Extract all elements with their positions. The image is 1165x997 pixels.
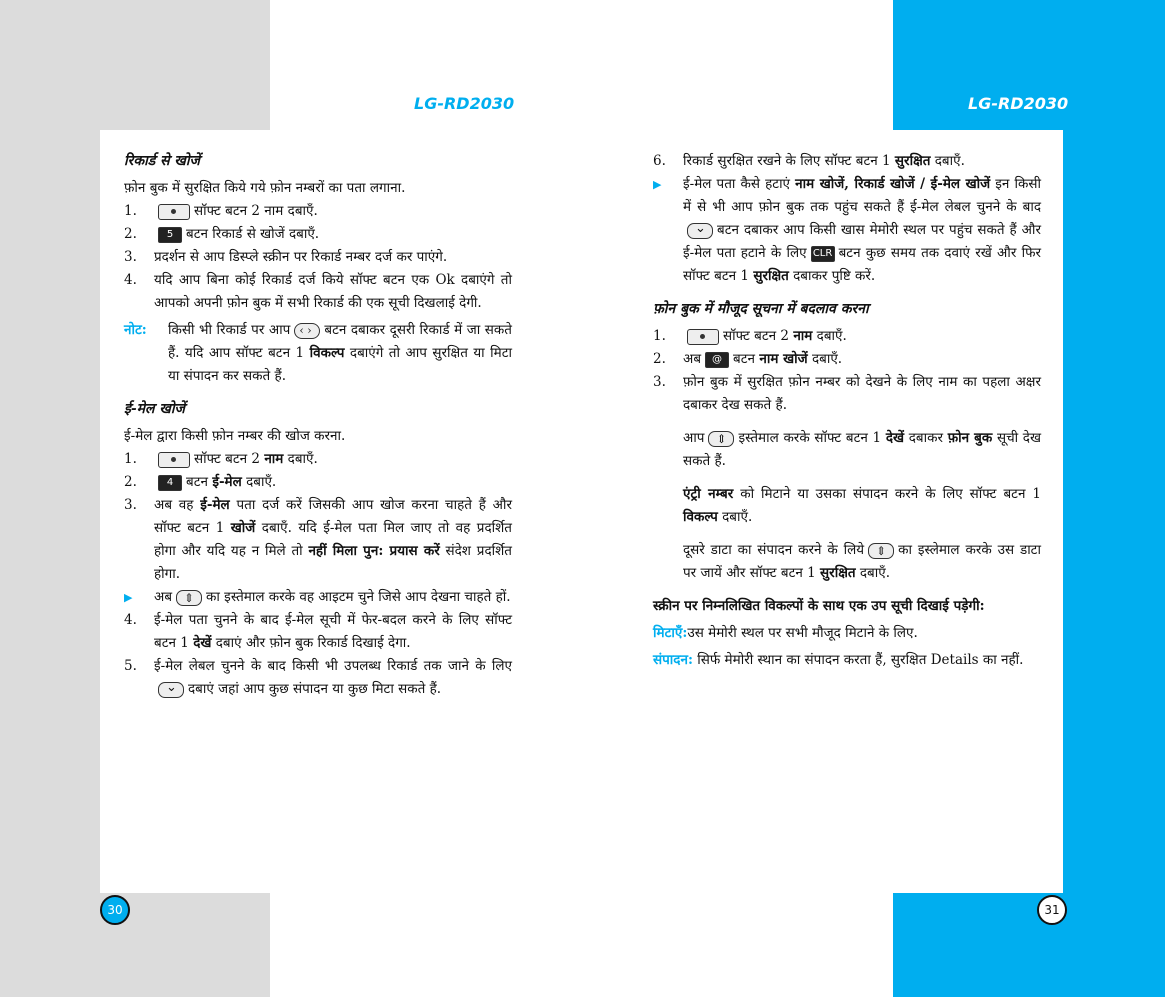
list-item: 4. ई-मेल पता चुनने के बाद ई-मेल सूची में फेर-बदल करने के लिए सॉफ्ट बटन 1 देखें दबाएं और फ़ोन बुक रिकार्ड दिखाई देगा. bbox=[124, 612, 512, 651]
nav-down-icon bbox=[158, 682, 184, 698]
list-item: 2. 4 बटन ई-मेल दबाएँ. bbox=[124, 474, 277, 490]
section-intro: ई-मेल द्वारा किसी फ़ोन नम्बर की खोज करना. bbox=[124, 428, 346, 444]
section-intro: फ़ोन बुक में सुरक्षित किये गये फ़ोन नम्बरों का पता लगाना. bbox=[124, 180, 406, 196]
submenu-heading: स्क्रीन पर निम्नलिखित विकल्पों के साथ एक उप सूची दिखाई पड़ेगी: bbox=[653, 598, 985, 614]
left-page-content bbox=[124, 150, 512, 701]
continued-steps bbox=[653, 150, 1041, 288]
left-gray-band bbox=[0, 0, 270, 130]
list-item: ▶ ई-मेल पता कैसे हटाएं नाम खोजें, रिकार्ड खोजें / ई-मेल खोजें इन किसी में से भी आप फ़ोन बुक तक पहुंच सकते हैं ई-मेल लेबल चुनने के बाद⌄बटन दबाकर आप किसी खास मेमोरी स्थल पर पहुंच सकते हैं और ई-मेल पता हटाने के लिए CLR बटन कुछ समय तक दवाएं रखें और फिर सॉफ्ट बटन 1 सुरक्षित दबाकर पुष्टि करें. bbox=[653, 173, 1041, 288]
option-delete: मिटाएँ:उस मेमोरी स्थल पर सभी मौजूद मिटाने के लिए. bbox=[653, 625, 918, 641]
list-item: 4. यदि आप बिना कोई रिकार्ड दर्ज किये सॉफ्ट बटन एक Ok दबाएंगे तो आपको अपनी फ़ोन बुक में सभी रिकार्ड की एक सूची दिखलाई देगी. bbox=[124, 272, 512, 311]
nav-down-icon bbox=[687, 223, 713, 239]
soft-key-icon bbox=[687, 329, 719, 345]
nav-left-right-icon bbox=[294, 323, 320, 339]
note-block: नोट: किसी भी रिकार्ड पर आप‹ › बटन दबाकर दूसरी रिकार्ड में जा सकते हैं. यदि आप सॉफ्ट बटन 1 विकल्प दबाएंगे तो आप सुरक्षित या मिटा या संपादन कर सकते हैं. bbox=[124, 319, 512, 388]
list-item: 3. प्रदर्शन से आप डिस्प्ले स्क्रीन पर रिकार्ड नम्बर दर्ज कर पाएंगे. bbox=[124, 249, 448, 265]
right-page-content bbox=[653, 150, 1041, 672]
record-search-steps bbox=[124, 200, 512, 315]
section-title-email-search: ई-मेल खोजें bbox=[124, 401, 185, 417]
paragraph-edit-data: दूसरे डाटा का संपादन करने के लिये⇕ का इस्लेमाल करके उस डाटा पर जायें और सॉफ्ट बटन 1 सुरक्षित दबाएँ. bbox=[653, 539, 1041, 585]
nav-up-down-icon bbox=[176, 590, 202, 606]
page-number-left: 30 bbox=[100, 895, 130, 925]
list-item: 3. फ़ोन बुक में सुरक्षित फ़ोन नम्बर को देखने के लिए नाम का पहला अक्षर दबाकर देख सकते हैं. bbox=[653, 374, 1041, 413]
list-item: 1. सॉफ्ट बटन 2 नाम दबाएँ. bbox=[124, 451, 318, 467]
soft-key-icon bbox=[158, 204, 190, 220]
email-search-steps bbox=[124, 448, 512, 701]
paragraph-view-phonebook: आप⇕ इस्तेमाल करके सॉफ्ट बटन 1 देखें दबाकर फ़ोन बुक सूची देख सकते हैं. bbox=[653, 427, 1041, 473]
option-edit: संपादन: सिर्फ मेमोरी स्थान का संपादन करता हैं, सुरक्षित Details का नहीं. bbox=[653, 652, 1024, 668]
key-4-icon: 4 bbox=[158, 475, 182, 491]
bullet-triangle-icon: ▶ bbox=[653, 178, 662, 191]
model-header-left: LG-RD2030 bbox=[414, 94, 515, 113]
key-at-icon: @ bbox=[705, 352, 729, 368]
nav-up-down-icon bbox=[708, 431, 734, 447]
key-5-icon: 5 bbox=[158, 227, 182, 243]
right-blue-margin bbox=[1063, 130, 1165, 997]
list-item: 5. ई-मेल लेबल चुनने के बाद किसी भी उपलब्ध रिकार्ड तक जाने के लिए⌄दबाएं जहां आप कुछ संपादन या कुछ मिटा सकते हैं. bbox=[124, 655, 512, 701]
nav-up-down-icon bbox=[868, 543, 894, 559]
list-item: 1. सॉफ्ट बटन 2 नाम दबाएँ. bbox=[653, 328, 847, 344]
left-gray-margin bbox=[0, 130, 100, 997]
page-number-right: 31 bbox=[1037, 895, 1067, 925]
note-label: नोट: bbox=[124, 322, 147, 338]
section-title-record-search: रिकार्ड से खोजें bbox=[124, 153, 200, 169]
section-title-edit-info: फ़ोन बुक में मौजूद सूचना में बदलाव करना bbox=[653, 301, 869, 317]
list-item: ▶ अब⇕ का इस्तेमाल करके वह आइटम चुने जिसे आप देखना चाहते हों. bbox=[124, 586, 512, 609]
list-item: 2. 5 बटन रिकार्ड से खोजें दबाएँ. bbox=[124, 226, 320, 242]
clr-key-icon: CLR bbox=[811, 246, 835, 262]
bullet-triangle-icon: ▶ bbox=[124, 591, 133, 604]
list-item: 6. रिकार्ड सुरक्षित रखने के लिए सॉफ्ट बटन 1 सुरक्षित दबाएँ. bbox=[653, 153, 965, 169]
list-item: 2. अब @ बटन नाम खोजें दबाएँ. bbox=[653, 351, 843, 367]
model-header-right: LG-RD2030 bbox=[968, 94, 1069, 113]
edit-info-steps bbox=[653, 325, 1041, 417]
list-item: 1. सॉफ्ट बटन 2 नाम दबाएँ. bbox=[124, 203, 318, 219]
list-item: 3. अब वह ई-मेल पता दर्ज करें जिसकी आप खोज करना चाहते हैं और सॉफ्ट बटन 1 खोजें दबाएँ. यदि ई-मेल पता मिल जाए तो वह प्रदर्शित होगा और यदि यह न मिले तो नहीं मिला पुन: प्रयास करें संदेश प्रदर्शित होगा. bbox=[124, 497, 512, 582]
soft-key-icon bbox=[158, 452, 190, 468]
paragraph-entry-number: एंट्री नम्बर को मिटाने या उसका संपादन करने के लिए सॉफ्ट बटन 1 विकल्प दबाएँ. bbox=[683, 486, 1042, 525]
